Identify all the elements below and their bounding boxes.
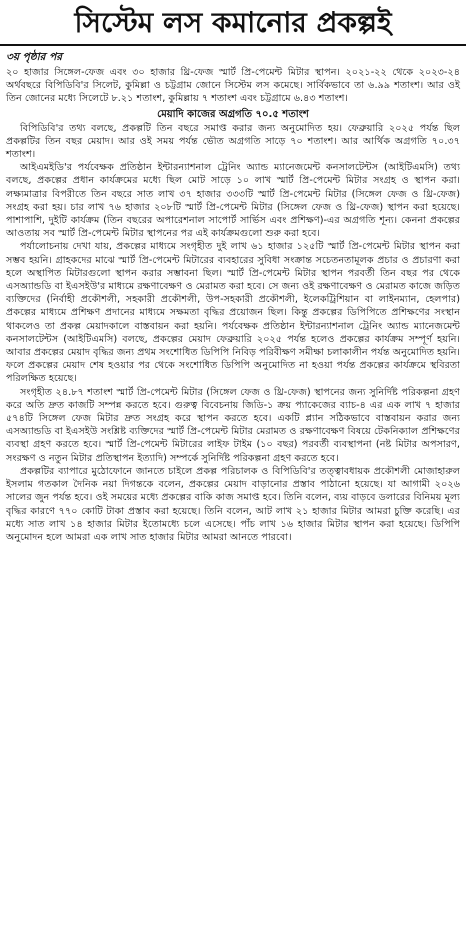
continued-from-label: ৩য় পৃষ্ঠার পর	[6, 51, 63, 63]
headline: সিস্টেম লস কমানোর প্রকল্পই	[74, 6, 392, 39]
headline-divider	[0, 44, 466, 46]
subheading: মেয়াদি কাজের অগ্রগতি ৭০.৫ শতাংশ	[157, 108, 309, 120]
article-paragraph: আইএমইডি'র পর্যবেক্ষক প্রতিষ্ঠান ইন্টারন্যাশনাল ট্রেনিং অ্যান্ড ম্যানেজমেন্ট কনসালটেন্টস (আইটিএমসি) তথ্য বলছে, প্রকল্পের প্রধান কার্যক্রমের মধ্যে ছিল মোট সাড়ে ১০ লাখ স্মার্ট প্রি-পেমেন্ট মিটার সংগ্রহ ও স্থাপন করা। লক্ষ্যমাত্রার বিপরীতে তিন বছরে সাত লাখ ৩৭ হাজার ৩৩৩টি স্মার্ট প্রি-পেমেন্ট মিটার (সিঙ্গেল ফেজ ও থ্রি-ফেজ) সংগ্রহ করা হয়। চার লাখ ৭৬ হাজার ২০৮টি স্মার্ট প্রি-পেমেন্ট মিটার (সিঙ্গেল ফেজ ও থ্রি-ফেজ) স্থাপন করা হয়েছে। পাশাপাশি, দুইটি কার্যক্রম (তিন বছরের অপারেশনাল সাপোর্ট সার্ভিস এবং প্রশিক্ষণ)-এর অগ্রগতি শূন্য। কেননা প্রকল্পের আওতায় সব স্মার্ট প্রি-পেমেন্ট মিটার স্থাপনের পর এই কার্যক্রমগুলো শুরু করা হবে।	[6, 162, 460, 240]
article-paragraph: ২০ হাজার সিঙ্গেল-ফেজ এবং ৩০ হাজার থ্রি-ফেজ স্মার্ট প্রি-পেমেন্ট মিটার স্থাপন। ২০২১-২২ থেকে ২০২৩-২৪ অর্থবছরে বিপিডিবি'র সিলেট, কুমিল্লা ও চট্টগ্রাম জোনে সিস্টেম লস কমেছে। সার্বিকভাবে তা ৬.৯৯ শতাংশ। আর ওই তিন জোনের মধ্যে সিলেটে ৮.২১ শতাংশ, কুমিল্লায় ৭ শতাংশ এবং চট্টগ্রামে ৬.৪৩ শতাংশ।	[6, 67, 460, 105]
article-paragraph: প্রকল্পটির ব্যাপারে মুঠোফোনে জানতে চাইলে প্রকল্প পরিচালক ও বিপিডিবি'র তত্ত্বাবধায়ক প্রকৌশলী মোজাহারুল ইসলাম গতকাল দৈনিক নয়া দিগন্তকে বলেন, প্রকল্পের মেয়াদ বাড়ানোর প্রস্তাব পাঠানো হয়েছে। যা আগামী ২০২৬ সালের জুন পর্যন্ত হবে। ওই সময়ের মধ্যে প্রকল্পের বাকি কাজ সমাপ্ত হবে। তিনি বলেন, ব্যয় বাড়বে ডলারের বিনিময় মূল্য বৃদ্ধির কারণে ৭৭০ কোটি টাকা প্রস্তাব করা হয়েছে। তিনি বলেন, আট লাখ ২১ হাজার মিটার আমরা চুক্তি করেছি। এর মধ্যে সাত লাখ ১৪ হাজার মিটার ইতোমধ্যে চলে এসেছে। পাঁচ লাখ ১৬ হাজার মিটার স্থাপন করা হয়েছে। ডিপিপি অনুমোদন হলে আমরা এক লাখ সাত হাজার মিটার আমরা আনতে পারবো।	[6, 465, 460, 543]
article-body	[6, 66, 460, 544]
article-paragraph: পর্যালোচনায় দেখা যায়, প্রকল্পের মাধ্যমে সংগৃহীত দুই লাখ ৬১ হাজার ১২৫টি স্মার্ট প্রি-পেমেন্ট মিটার স্থাপন করা সম্ভব হয়নি। গ্রাহকদের মাঝে স্মার্ট প্রি-পেমেন্ট মিটারের ব্যবহারের সুবিধা সংক্রান্ত সচেতনতামূলক প্রচার ও প্রচারণা করা হলে অস্থাপিত মিটারগুলো স্থাপন করার সম্ভাবনা ছিল। স্মার্ট প্রি-পেমেন্ট মিটার স্থাপন পরবর্তী তিন বছর পর থেকে এসঅ্যান্ডডি বা ইএসইউ'র মাধ্যমে রক্ষণাবেক্ষণ ও মেরামত করা হবে। সে জন্য ওই রক্ষণাবেক্ষণ ও মেরামত কাজে জড়িত ব্যক্তিদের (নির্বাহী প্রকৌশলী, সহকারী প্রকৌশলী, উপ-সহকারী প্রকৌশলী, ইলেকট্রিশিয়ান বা লাইনম্যান, হেলপার) প্রকল্পের মাধ্যমে প্রশিক্ষণ প্রদানের মাধ্যমে সক্ষমতা বৃদ্ধির প্রয়োজন ছিল। কিন্তু প্রকল্পের ডিপিপিতে প্রশিক্ষণের সংস্থান থাকলেও তা প্রকল্প মেয়াদকালে বাস্তবায়ন করা হয়নি। পর্যবেক্ষক প্রতিষ্ঠান ইন্টারন্যাশনাল ট্রেনিং অ্যান্ড ম্যানেজমেন্ট কনসালটেন্টস (আইটিএমসি) বলছে, প্রকল্পের মেয়াদ ফেব্রুয়ারি ২০২৫ পর্যন্ত হলেও প্রকল্পের কার্যক্রম সম্পূর্ণ হয়নি। আবার প্রকল্পের মেয়াদ বৃদ্ধির জন্য প্রথম সংশোধিত ডিপিপি নিবিড় পরিবীক্ষণ সমীক্ষা চলাকালীন পর্যন্ত অনুমোদিত হয়নি। ফলে প্রকল্পের মেয়াদ শেষ হওয়ার পর থেকে সংশোধিত ডিপিপি অনুমোদিত না হওয়া পর্যন্ত প্রকল্পের কার্যক্রমে স্থবিরতা পরিলক্ষিত হয়েছে।	[6, 241, 460, 385]
article-paragraph: বিপিডিবি'র তথ্য বলছে, প্রকল্পটি তিন বছরে সমাপ্ত করার জন্য অনুমোদিত হয়। ফেব্রুয়ারি ২০২৫ পর্যন্ত ছিল প্রকল্পটির তিন বছর মেয়াদ। আর ওই সময় পর্যন্ত ভৌত অগ্রগতি সাড়ে ৭০ শতাংশ। আর আর্থিক অগ্রগতি ৭০.৩৭ শতাংশ।	[6, 122, 460, 161]
newspaper-clipping	[0, 6, 466, 927]
article-paragraph: সংগৃহীত ২৪.৮৭ শতাংশ স্মার্ট প্রি-পেমেন্ট মিটার (সিঙ্গেল ফেজ ও থ্রি-ফেজ) স্থাপনের জন্য সুনির্দিষ্ট পরিকল্পনা গ্রহণ করে অতি দ্রুত কাজটি সম্পন্ন করতে হবে। গুরুত্ব বিবেচনায় জিডি-১ ক্রয় প্যাকেজের ব্যাচ-৪ এর এক লাখ ৭ হাজার ৫৭৪টি সিঙ্গেল ফেজ মিটার দ্রুত সংগ্রহ করে স্থাপন করতে হবে। একটি প্ল্যান সঠিকভাবে বাস্তবায়ন করার জন্য এসঅ্যান্ডডি বা ইএসইউ সংশ্লিষ্ট ব্যক্তিদের স্মার্ট প্রি-পেমেন্ট মিটার মেরামত ও রক্ষণাবেক্ষণ বিষয়ে টেকনিক্যাল প্রশিক্ষণের ব্যবস্থা গ্রহণ করতে হবে। স্মার্ট প্রি-পেমেন্ট মিটারের লাইফ টাইম (১০ বছর) পরবর্তী ব্যবস্থাপনা (নষ্ট মিটার অপসারণ, সংরক্ষণ ও নতুন মিটার প্রতিস্থাপন ইত্যাদি) সম্পর্কে সুনির্দিষ্ট পরিকল্পনা গ্রহণ করতে হবে।	[6, 386, 460, 464]
